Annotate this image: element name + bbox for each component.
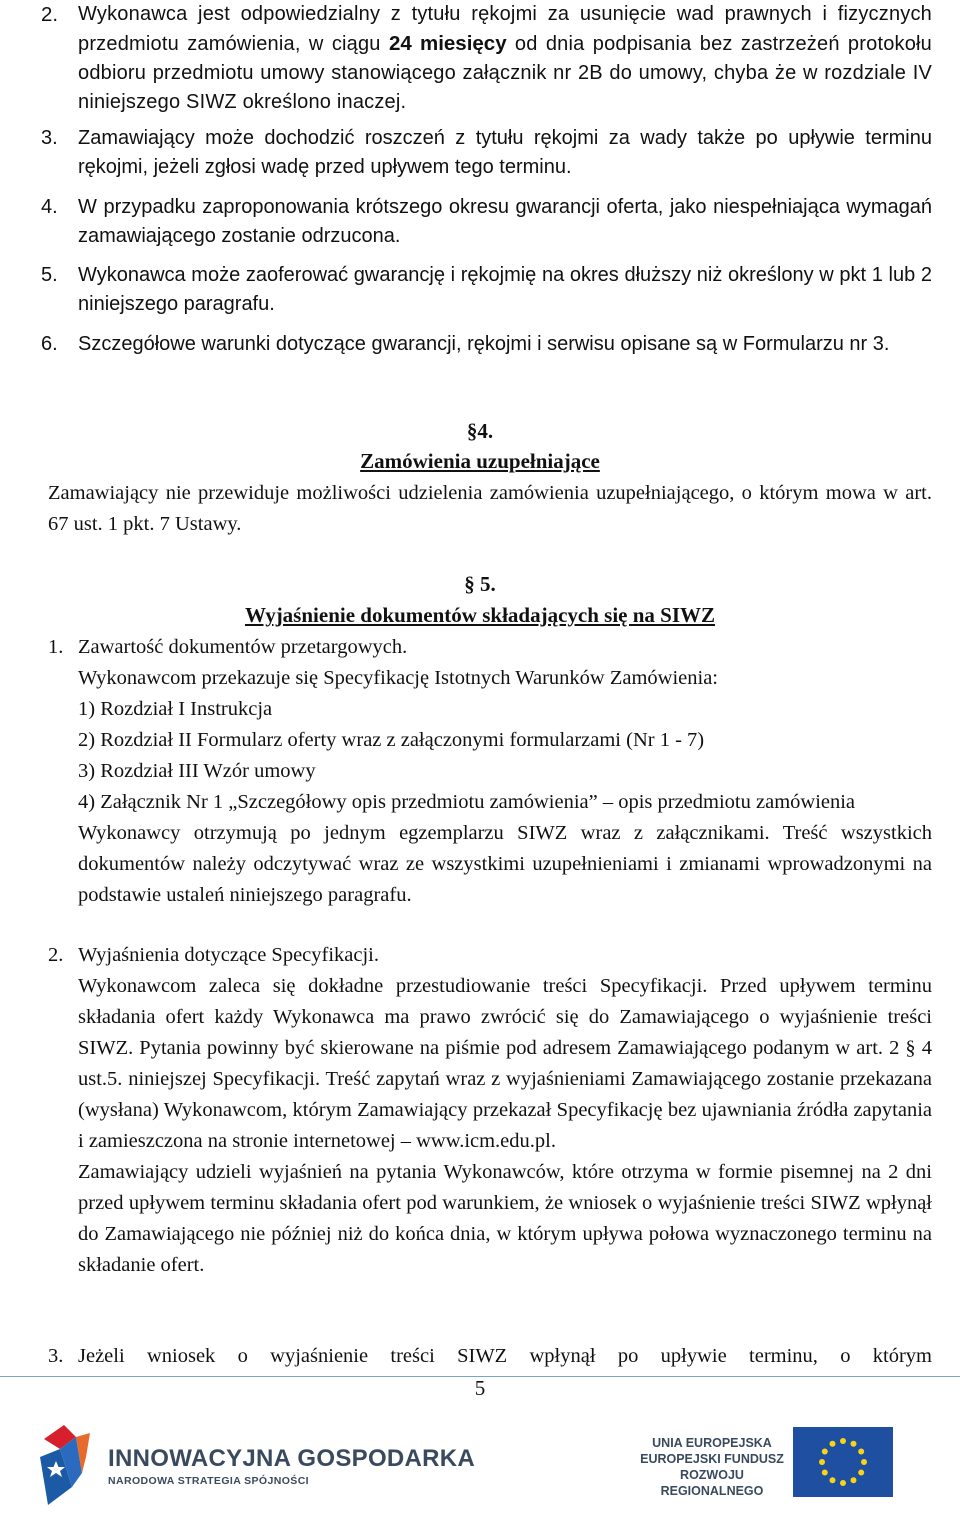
page-number: 5 (474, 1376, 486, 1400)
list-item-3 (41, 124, 932, 182)
point-text: Zamawiający udzieli wyjaśnień na pytania Wykonawców, które otrzyma w formie pisemnej na 2 dni przed upływem terminu składania ofert pod warunkiem, że wniosek o wyjaśnienie treści SIWZ wpłynął do Zamawiającego nie później niż do końca dnia, w którym upływa połowa wyznaczonego terminu na składanie ofert. (78, 1161, 932, 1276)
section-4-title: Zamówienia uzupełniające (360, 449, 600, 473)
eu-line-2: EUROPEJSKI FUNDUSZ (640, 1452, 784, 1466)
list-item-text-part: od dnia podpisania bez zastrzeżeń protokołu odbioru przedmiotu umowy stanowiącego załącznik nr 2B do umowy, chyba że w rozdziale IV niniejszego SIWZ określono inaczej. (78, 33, 933, 113)
logo-title: INNOWACYJNA GOSPODARKA (108, 1445, 476, 1472)
point-number: 3. (48, 1345, 64, 1367)
point-number: 2. (48, 944, 64, 966)
list-item-number: 3. (41, 127, 58, 149)
list-item-text: Szczegółowe warunki dotyczące gwarancji, rękojmi i serwisu opisane są w Formularzu nr 3. (78, 333, 890, 355)
list-item-5 (41, 261, 932, 319)
section-5-title: Wyjaśnienie dokumentów składających się na SIWZ (244, 603, 716, 627)
list-item-number: 6. (41, 333, 58, 355)
point-text: Jeżeli wniosek o wyjaśnienie treści SIWZ wpłynął po upływie terminu, o którym (78, 1345, 932, 1367)
point-text: Wykonawcom zaleca się dokładne przestudiowanie treści Specyfikacji. Przed upływem terminu składania ofert każdy Wykonawca ma prawo zwrócić się do Zamawiającego o wyjaśnienie treści SIWZ. Pytania powinny być skierowane na piśmie pod adresem Zamawiającego podanym w art. 2 § 4 ust.5. niniejszej Specyfikacji. Treść zapytań wraz z wyjaśnieniami Zamawiającego zostanie przekazana (wysłana) Wykonawcom, którym Zamawiający przekazał Specyfikację bez ujawniania źródła zapytania i zamieszczona na stronie internetowej – www.icm.edu.pl. (78, 975, 932, 1152)
list-item-text: W przypadku zaproponowania krótszego okresu gwarancji oferta, jako niespełniająca wymagań zamawiającego zostanie odrzucona. (78, 196, 932, 247)
section-4-number: §4. (466, 419, 494, 443)
innowacyjna-gospodarka-logo (38, 1417, 476, 1507)
point-outro: Wykonawcy otrzymują po jednym egzemplarzu SIWZ wraz z załącznikami. Treść wszystkich dokumentów należy odczytywać wraz ze wszystkimi uzupełnieniami i zmianami wprowadzonymi na podstawie ustaleń niniejszego paragrafu. (78, 822, 932, 906)
document-list-item: 3) Rozdział III Wzór umowy (78, 760, 316, 782)
section-5-number: § 5. (464, 572, 496, 596)
list-item-number: 4. (41, 196, 58, 218)
point-number: 1. (48, 636, 64, 658)
star-emblem-icon (38, 1417, 108, 1507)
list-item-6 (41, 330, 932, 359)
section-4-text: Zamawiający nie przewiduje możliwości udzielenia zamówienia uzupełniającego, o którym mowa w art. 67 ust. 1 pkt. 7 Ustawy. (48, 482, 932, 535)
document-list-item: 2) Rozdział II Formularz oferty wraz z załączonymi formularzami (Nr 1 - 7) (78, 729, 705, 751)
list-item-text: Wykonawca może zaoferować gwarancję i rękojmię na okres dłuższy niż określony w pkt 1 lub 2 niniejszego paragrafu. (78, 264, 932, 315)
point-heading: Wyjaśnienia dotyczące Specyfikacji. (78, 944, 380, 966)
document-list-item: 1) Rozdział I Instrukcja (78, 698, 273, 720)
eu-line-3: ROZWOJU REGIONALNEGO (660, 1468, 764, 1498)
point-intro: Wykonawcom przekazuje się Specyfikację Istotnych Warunków Zamówienia: (78, 667, 718, 689)
section-5-point-1 (48, 632, 932, 911)
list-item-2 (41, 0, 933, 117)
list-item-number: 5. (41, 264, 58, 286)
list-item-4 (41, 193, 932, 251)
eu-flag-icon (793, 1427, 893, 1497)
document-list-item: 4) Załącznik Nr 1 „Szczegółowy opis przedmiotu zamówienia” – opis przedmiotu zamówienia (78, 791, 856, 813)
list-item-text: Zamawiający może dochodzić roszczeń z tytułu rękojmi za wady także po upływie terminu rękojmi, jeżeli zgłosi wadę przed upływem tego terminu. (78, 127, 932, 178)
eu-line-1: UNIA EUROPEJSKA (652, 1436, 772, 1450)
list-item-number: 2. (41, 3, 59, 26)
section-5-point-2 (48, 940, 932, 1281)
section-5-point-3 (48, 1341, 932, 1372)
eu-logo (638, 1427, 898, 1507)
logo-subtitle: NARODOWA STRATEGIA SPÓJNOŚCI (108, 1475, 309, 1487)
list-item-text-part: Wykonawca jest odpowiedzialny z tytułu rękojmi za usunięcie wad prawnych i fizycznych przedmiotu zamówienia, w ciągu (78, 3, 932, 55)
emphasis-text: 24 miesięcy (388, 32, 507, 55)
point-heading: Zawartość dokumentów przetargowych. (78, 636, 408, 658)
